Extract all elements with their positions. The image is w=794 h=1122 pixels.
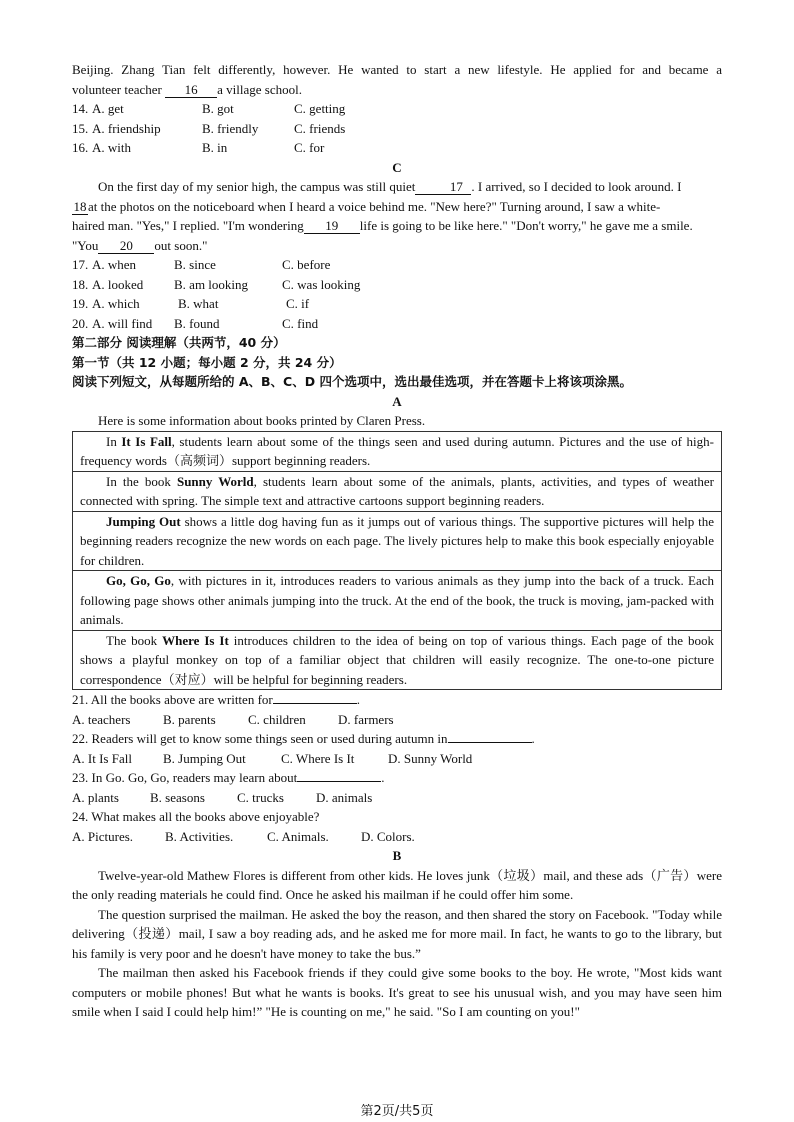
answer-blank [273, 703, 357, 704]
question-row: 20. A. will find B. found C. find [72, 315, 319, 331]
passage-line: Beijing. Zhang Tian felt differently, however. He wanted to start a new lifestyle. He applied for and became a [72, 62, 722, 77]
blank-16: 16 [165, 82, 217, 98]
question-row: 19. A. which B. what C. if [72, 296, 310, 311]
passage-line: 18 at the photos on the noticeboard when I heard a voice behind me. "New here?" Turning around, I saw a white- [73, 198, 661, 214]
question-stem: 22. Readers will get to know some things seen or used during autumn in . [72, 731, 535, 746]
question-options: A. It Is Fall B. Jumping Out C. Where Is It D. Sunny World [72, 750, 473, 766]
page-number: 第2页/共5页 [360, 1104, 434, 1119]
book-cell: Go, Go, Go, with pictures in it, introduces readers to various animals as they jump into the back of a truck. Each following page shows other animals jumping into the truck. At the end of the book, the truck is moving, jam-packed with animals. [73, 571, 722, 631]
question-options: A. Pictures. B. Activities. C. Animals. D. Colors. [72, 828, 415, 844]
question-stem: 21. All the books above are written for . [72, 692, 360, 707]
blank-18: 18 [73, 198, 87, 214]
books-table [72, 431, 722, 691]
question-stem: 23. In Go. Go, Go, readers may learn about . [72, 770, 385, 785]
question-options: A. plants B. seasons C. trucks D. animals [72, 789, 373, 805]
question-row: 18. A. looked B. am looking C. was looking [72, 276, 361, 292]
book-title: Jumping Out [106, 513, 181, 529]
passage-line: haired man. "Yes," I replied. "I'm wondering 19 life is going to be like here." "Don't worry," he gave me a smile. [72, 218, 693, 233]
instruction: 阅读下列短文，从每题所给的 A、B、C、D 四个选项中，选出最佳选项，并在答题卡上将该项涂黑。 [72, 374, 632, 389]
book-row [73, 511, 722, 571]
book-title: Sunny World [176, 473, 254, 489]
answer-blank [448, 742, 532, 743]
passage-paragraph: The question surprised the mailman. He asked the boy the reason, and then shared the story on Facebook. "Today while delivering（投递）mail, I saw a boy reading ads, and he asked me for more mail. In fact, he wants to go to the library, but his family is very poor and he doesn't have money to take the bus.” [72, 906, 722, 961]
book-cell: The book Where Is It introduces children to the idea of being on top of various things. Each page of the book shows a playful monkey on top of a familiar object that children will easily recognize. The one-to-one picture correspondence（对应）will be helpful for beginning readers. [73, 630, 722, 690]
section-heading-c: C [392, 159, 402, 175]
blank-17: 17 [415, 179, 471, 195]
passage-intro: Here is some information about books printed by Claren Press. [98, 413, 426, 428]
blank-19: 19 [304, 218, 360, 234]
question-group-17-20 [72, 255, 722, 333]
book-cell: In the book Sunny World, students learn about some of the animals, plants, activities, and types of weather connected with spring. The simple text and attractive cartoons support beginning readers. [73, 471, 722, 511]
book-title: It Is Fall [121, 433, 172, 449]
book-cell: Jumping Out shows a little dog having fun as it jumps out of various things. The supportive pictures will help the beginning readers recognize the new words on each page. The lively pictures help to make this book especially enjoyable for children. [73, 511, 722, 571]
question-row: 14. A. get B. got C. getting [72, 101, 346, 116]
part-title: 第二部分 阅读理解（共两节，40 分） [72, 335, 286, 350]
question-options: A. teachers B. parents C. children D. farmers [72, 711, 394, 727]
passage-line: On the first day of my senior high, the campus was still quiet 17 . I arrived, so I decided to look around. I [98, 179, 682, 194]
book-row [73, 471, 722, 511]
passage-line: "You 20 out soon." [72, 237, 208, 253]
book-title: Go, Go, Go [106, 573, 171, 588]
answer-blank [297, 781, 381, 782]
question-row: 16. A. with B. in C. for [72, 140, 325, 155]
blank-20: 20 [98, 238, 154, 254]
book-title: Where Is It [162, 632, 229, 648]
question-group-14-16 [72, 99, 722, 158]
section-heading-a: A [392, 393, 402, 409]
exam-page [72, 60, 722, 1022]
passage-paragraph: The mailman then asked his Facebook friends if they could give some books to the boy. He wrote, "Most kids want computers or mobile phones! But what he wants is books. It's great to see his unusual wish, and you may have seen him smile when I said I could help him!” "He is counting on me," he said. "So I am counting on you!" [72, 965, 722, 1019]
section-heading-b: B [392, 848, 402, 863]
question-row: 15. A. friendship B. friendly C. friends [72, 120, 346, 136]
question-block [72, 690, 722, 846]
book-row [73, 571, 722, 631]
passage-paragraph: Twelve-year-old Mathew Flores is different from other kids. He loves junk（垃圾）mail, and these ads（广告）were the only reading materials he could find. Once he asked his mailman if he could offer him some. [72, 867, 722, 902]
question-stem: 24. What makes all the books above enjoyable? [72, 809, 320, 824]
question-row: 17. A. when B. since C. before [72, 257, 331, 272]
book-row [73, 630, 722, 690]
book-cell: In It Is Fall, students learn about some of the things seen and used during autumn. Pictures and the use of high-frequency words（高频词）support beginning readers. [73, 431, 722, 471]
section-title: 第一节（共 12 小题；每小题 2 分，共 24 分） [72, 354, 342, 370]
book-row [73, 431, 722, 471]
passage-line: volunteer teacher 16 a village school. [72, 81, 302, 97]
